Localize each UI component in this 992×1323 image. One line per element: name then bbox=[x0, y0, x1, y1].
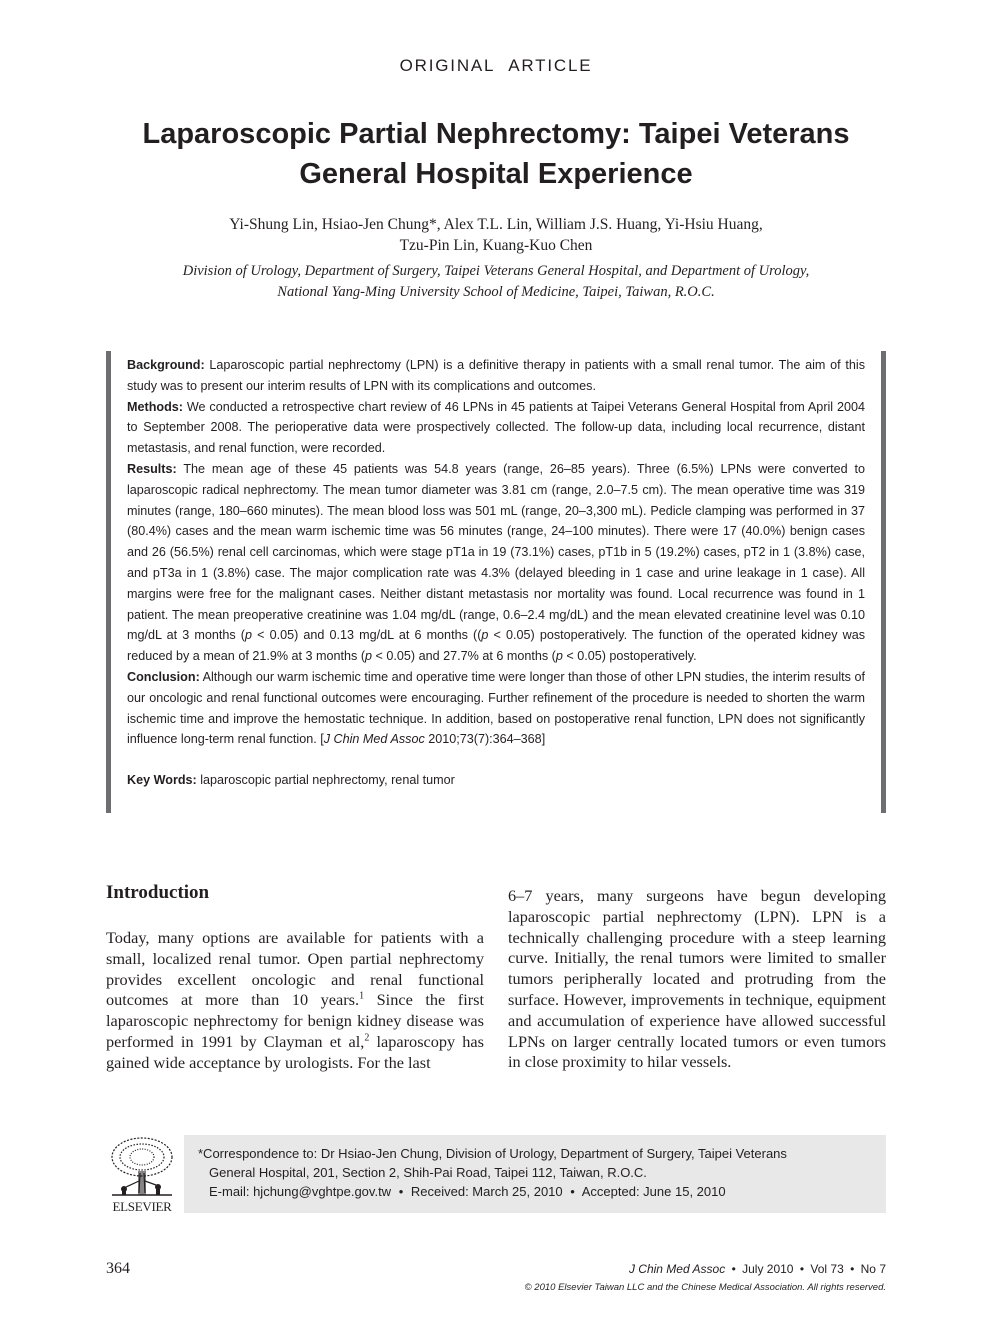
methods-label: Methods: bbox=[127, 399, 183, 414]
separator-bullet: • bbox=[731, 1262, 736, 1276]
issue-date: July 2010 bbox=[742, 1262, 794, 1276]
correspondence-line-2: General Hospital, 201, Section 2, Shih-Pai Road, Taipei 112, Taiwan, R.O.C. bbox=[209, 1165, 647, 1180]
results-label: Results: bbox=[127, 461, 177, 476]
correspondence-box bbox=[184, 1135, 886, 1213]
methods-text: We conducted a retrospective chart review of 46 LPNs in 45 patients at Taipei Veterans General Hospital from April 2004 to September 2008. The perioperative data were prospectively collected. The follow-up data, including local recurrence, distant metastasis, and renal function, were recorded. bbox=[127, 399, 866, 456]
elsevier-logo bbox=[106, 1135, 178, 1215]
accepted-date: Accepted: June 15, 2010 bbox=[581, 1184, 726, 1199]
article-title bbox=[100, 114, 892, 194]
affiliation-line-1: Division of Urology, Department of Surgery, Taipei Veterans General Hospital, and Department of Urology, bbox=[182, 263, 810, 279]
introduction-paragraph-left bbox=[106, 928, 484, 1074]
background-text: Laparoscopic partial nephrectomy (LPN) is a definitive therapy in patients with a small renal tumor. The aim of this study was to present our interim results of LPN with its complications and outcomes. bbox=[127, 358, 865, 393]
intro-text-part-3: laparoscopy has gained wide acceptance by urologists. For the last bbox=[106, 1031, 484, 1072]
citation-journal: J Chin Med Assoc bbox=[323, 732, 425, 747]
email-link[interactable]: hjchung@vghtpe.gov.tw bbox=[253, 1184, 392, 1199]
email-label: E-mail: bbox=[209, 1184, 250, 1199]
keywords-label: Key Words: bbox=[127, 773, 197, 788]
abstract-keywords bbox=[127, 770, 865, 791]
separator-bullet: • bbox=[799, 1262, 805, 1276]
author-list bbox=[150, 214, 842, 256]
title-line-2: General Hospital Experience bbox=[299, 158, 693, 190]
results-text-2: < 0.05) and 0.13 mg/dL at 6 months ( bbox=[252, 628, 478, 643]
elsevier-wordmark: ELSEVIER bbox=[112, 1199, 172, 1214]
keywords-text: laparoscopic partial nephrectomy, renal tumor bbox=[200, 773, 455, 788]
received-date: Received: March 25, 2010 bbox=[410, 1184, 563, 1199]
authors-line-2: Tzu-Pin Lin, Kuang-Kuo Chen bbox=[399, 237, 593, 254]
abstract-results: Results: The mean age of these 45 patients was 54.8 years (range, 26–85 years). Three (6.5%) LPNs were converted to laparoscopic radical nephrectomy. The mean tumor diameter was 3.81 cm (range, 2.0–7.5 cm). The mean operative time was 319 minutes (range, 180–660 minutes). The mean blood loss was 501 mL (range, 20–3,300 mL). Pedicle clamping was performed in 37 (80.4%) cases and the mean warm ischemic time was 56 minutes (range, 24–100 minutes). There were 17 (40.0%) benign cases and 26 (56.5%) renal cell carcinomas, which were stage pT1a in 19 (73.1%) cases, pT1b in 5 (19.2%) cases, pT2 in 1 (3.8%) case, and pT3a in 1 (3.8%) case. The major complication rate was 4.3% (delayed bleeding in 1 case and urine leakage in 1 case). All margins were free for the malignant cases. Neither distant metastasis nor mortality was found. Local recurrence was found in 1 patient. The mean preoperative creatinine was 1.04 mg/dL (range, 0.6–2.4 mg/dL) and the mean elevated creatinine level was 0.10 mg/dL at 3 months (p < 0.05) and 0.13 mg/dL at 6 months ((p < 0.05) postoperatively. The function of the operated kidney was reduced by a mean of 21.9% at 3 months (p < 0.05) and 27.7% at 6 months (p < 0.05) postoperatively. bbox=[127, 461, 866, 664]
separator-bullet: • bbox=[398, 1184, 404, 1199]
results-text-3: < 0.05) postoperatively. The function of the operated kidney was reduced by a mean of 21.9% at 3 months ( bbox=[127, 628, 866, 664]
separator-bullet: • bbox=[570, 1184, 575, 1199]
abstract-box bbox=[106, 351, 886, 813]
abstract-background bbox=[127, 355, 865, 397]
correspondence-line-1: *Correspondence to: Dr Hsiao-Jen Chung, Division of Urology, Department of Surgery, Taipei Veterans bbox=[198, 1146, 787, 1161]
p-value-symbol: p bbox=[555, 649, 563, 664]
correspondence-line-3 bbox=[198, 1182, 872, 1201]
intro-text-part-2: Since the first laparoscopic nephrectomy for benign kidney disease was performed in 1991 by Clayman et al, bbox=[106, 990, 485, 1051]
issue-number: No 7 bbox=[860, 1262, 886, 1276]
results-text-4: < 0.05) and 27.7% at 6 months ( bbox=[372, 649, 556, 664]
affiliation-line-2: National Yang-Ming University School of Medicine, Taipei, Taiwan, R.O.C. bbox=[277, 284, 715, 300]
p-value-symbol: p bbox=[365, 649, 373, 664]
results-text-1: The mean age of these 45 patients was 54.8 years (range, 26–85 years). Three (6.5%) LPNs were converted to laparoscopic radical nephrectomy. The mean tumor diameter was 3.81 cm (range, 2.0–7.5 cm). The mean operative time was 319 minutes (range, 180–660 minutes). The mean blood loss was 501 mL (range, 20–3,300 mL). Pedicle clamping was performed in 37 (80.4%) cases and the mean warm ischemic time was 56 minutes (range, 24–100 minutes). There were 17 (40.0%) benign cases and 26 (56.5%) renal cell carcinomas, which were stage pT1a in 19 (73.1%) cases, pT1b in 5 (19.2%) cases, pT2 in 1 (3.8%) case, and pT3a in 1 (3.8%) case. The major complication rate was 4.3% (delayed bleeding in 1 case and urine leakage in 1 case). All margins were free for the malignant cases. Neither distant metastasis nor mortality was found. Local recurrence was found in 1 patient. The mean preoperative creatinine was 1.04 mg/dL (range, 0.6–2.4 mg/dL) and the mean elevated creatinine level was 0.10 mg/dL at 3 months ( bbox=[127, 461, 865, 643]
background-label: Background: bbox=[127, 358, 205, 372]
introduction-right-column bbox=[508, 886, 886, 1073]
p-value-symbol: p bbox=[245, 628, 253, 643]
reference-1[interactable]: 1 bbox=[359, 990, 365, 1002]
title-line-1: Laparoscopic Partial Nephrectomy: Taipei Veterans bbox=[142, 118, 850, 150]
conclusion-label: Conclusion: bbox=[127, 669, 200, 684]
results-text-5: < 0.05) postoperatively. bbox=[562, 649, 697, 664]
introduction-paragraph-right: 6–7 years, many surgeons have begun developing laparoscopic partial nephrectomy (LPN). LPN is a technically challenging procedure with a steep learning curve. Initially, the renal tumors were limited to smaller tumors peripherally located and protruding from the surface. However, improvements in technique, equipment and accumulation of experience have allowed successful LPNs on larger centrally located tumors or even tumors in close proximity to hilar vessels. bbox=[508, 886, 886, 1072]
journal-info bbox=[629, 1262, 886, 1276]
separator-bullet: • bbox=[850, 1262, 855, 1276]
intro-text-part-1: Today, many options are available for patients with a small, localized renal tumor. Open partial nephrectomy provides excellent oncologic and renal functional outcomes at more than 10 years. bbox=[106, 928, 484, 1010]
citation-details: 2010;73(7):364–368] bbox=[424, 732, 546, 747]
journal-name: J Chin Med Assoc bbox=[628, 1262, 726, 1276]
volume: Vol 73 bbox=[810, 1262, 844, 1276]
introduction-left-column bbox=[106, 928, 484, 1074]
conclusion-text: Although our warm ischemic time and operative time were longer than those of other LPN studies, the interim results of our oncologic and renal functional outcomes were encouraging. Further refinement of the procedure is needed to shorten the warm ischemic time and improve the hemostatic technique. In addition, based on postoperative renal function, LPN does not significantly influence long-term renal function. [ bbox=[127, 669, 865, 747]
section-label: ORIGINAL ARTICLE bbox=[399, 56, 593, 75]
authors-line-1: Yi-Shung Lin, Hsiao-Jen Chung*, Alex T.L. Lin, William J.S. Huang, Yi-Hsiu Huang, bbox=[229, 216, 763, 233]
p-value-symbol: p bbox=[481, 628, 489, 643]
page-number: 364 bbox=[106, 1260, 130, 1277]
reference-2[interactable]: 2 bbox=[364, 1032, 370, 1044]
abstract-conclusion bbox=[127, 667, 865, 750]
copyright-notice: © 2010 Elsevier Taiwan LLC and the Chinese Medical Association. All rights reserved. bbox=[524, 1282, 886, 1293]
abstract-methods bbox=[127, 397, 865, 459]
affiliation bbox=[120, 261, 872, 303]
introduction-heading: Introduction bbox=[106, 882, 210, 903]
